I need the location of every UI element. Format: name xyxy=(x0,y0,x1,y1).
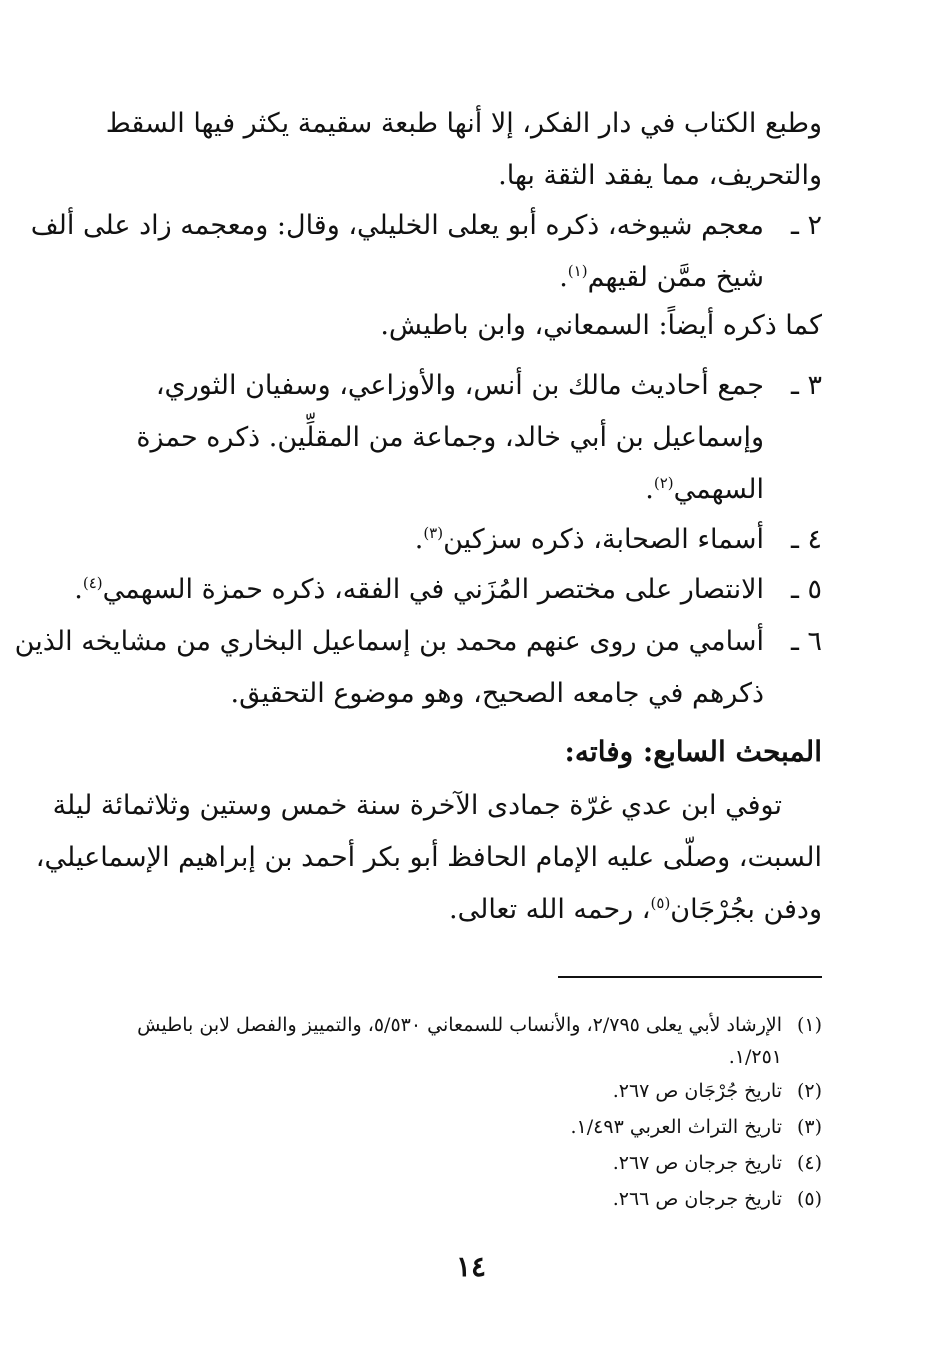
footnote-ref: (٣) xyxy=(423,524,444,542)
footnote-separator xyxy=(558,976,822,978)
footnote-text: تاريخ جرجان ص ٢٦٧. xyxy=(612,1152,782,1174)
text-line: ودفن بجُرْجَان$^{(٥)}$، رحمه الله تعالى. xyxy=(449,894,822,925)
footnote-ref: (٥) xyxy=(650,894,671,912)
text-line: وإسماعيل بن أبي خالد، وجماعة من المقلِّين. ذكره حمزة xyxy=(136,422,764,453)
footnote-text: تاريخ جرجان ص ٢٦٦. xyxy=(612,1188,782,1210)
list-item-number: ٥ ـ xyxy=(790,574,822,605)
section-heading: المبحث السابع: وفاته: xyxy=(564,735,822,768)
footnote-ref: (٤) xyxy=(82,574,103,592)
list-item-number: ٢ ـ xyxy=(790,210,822,241)
list-item-number: ٤ ـ xyxy=(790,524,822,555)
footnote xyxy=(80,1074,822,1108)
section-paragraph xyxy=(35,780,822,936)
footnote xyxy=(80,1146,822,1180)
footnote-text: ١/٢٥١. xyxy=(728,1046,782,1068)
intro-paragraph xyxy=(80,98,822,202)
footnote-number: (٥) xyxy=(796,1188,822,1210)
text-line: ذكرهم في جامعه الصحيح، وهو موضوع التحقيق. xyxy=(230,678,764,709)
list-item-number: ٣ ـ xyxy=(790,370,822,401)
text-line: والتحريف، مما يفقد الثقة بها. xyxy=(498,160,822,191)
text-line: كما ذكره أيضاً: السمعاني، وابن باطيش. xyxy=(380,310,822,341)
footnote-number: (٢) xyxy=(796,1080,822,1102)
text-line: توفي ابن عدي غرّة جمادى الآخرة سنة خمس وستين وثلاثمائة ليلة xyxy=(52,790,782,821)
text-line: أسامي من روى عنهم محمد بن إسماعيل البخاري من مشايخه الذين xyxy=(14,626,764,657)
continuation-paragraph xyxy=(80,300,822,352)
footnote-number: (٤) xyxy=(796,1152,822,1174)
text-line: شيخ ممَّن لقيهم$^{(١)}$. xyxy=(559,262,764,293)
footnote-ref: (٢) xyxy=(653,474,674,492)
page-number: ١٤ xyxy=(455,1250,487,1283)
footnote-text: تاريخ التراث العربي ١/٤٩٣. xyxy=(570,1116,782,1138)
text-line: السبت، وصلّى عليه الإمام الحافظ أبو بكر أحمد بن إبراهيم الإسماعيلي، xyxy=(35,842,822,873)
list-item-number: ٦ ـ xyxy=(790,626,822,657)
text-line: أسماء الصحابة، ذكره سزكين$^{(٣)}$. xyxy=(414,524,764,555)
footnote-continuation xyxy=(80,1040,822,1074)
footnote-text: الإرشاد لأبي يعلى ٢/٧٩٥، والأنساب للسمعاني ٥/٥٣٠، والتمييز والفصل لابن باطيش xyxy=(137,1014,782,1036)
text-line: السهمي$^{(٢)}$. xyxy=(645,474,764,505)
footnote xyxy=(80,1110,822,1144)
footnote-ref: (١) xyxy=(567,262,588,280)
text-line: الانتصار على مختصر المُزَني في الفقه، ذكره حمزة السهمي$^{(٤)}$. xyxy=(74,574,764,605)
text-line: جمع أحاديث مالك بن أنس، والأوزاعي، وسفيان الثوري، xyxy=(155,370,764,401)
footnote xyxy=(80,1182,822,1216)
footnote-number: (١) xyxy=(796,1014,822,1036)
footnote-text: تاريخ جُرْجَان ص ٢٦٧. xyxy=(612,1080,782,1102)
text-line: وطبع الكتاب في دار الفكر، إلا أنها طبعة سقيمة يكثر فيها السقط xyxy=(105,108,822,139)
footnote xyxy=(80,1008,822,1042)
text-line: معجم شيوخه، ذكره أبو يعلى الخليلي، وقال: ومعجمه زاد على ألف xyxy=(30,210,764,241)
footnote-number: (٣) xyxy=(796,1116,822,1138)
